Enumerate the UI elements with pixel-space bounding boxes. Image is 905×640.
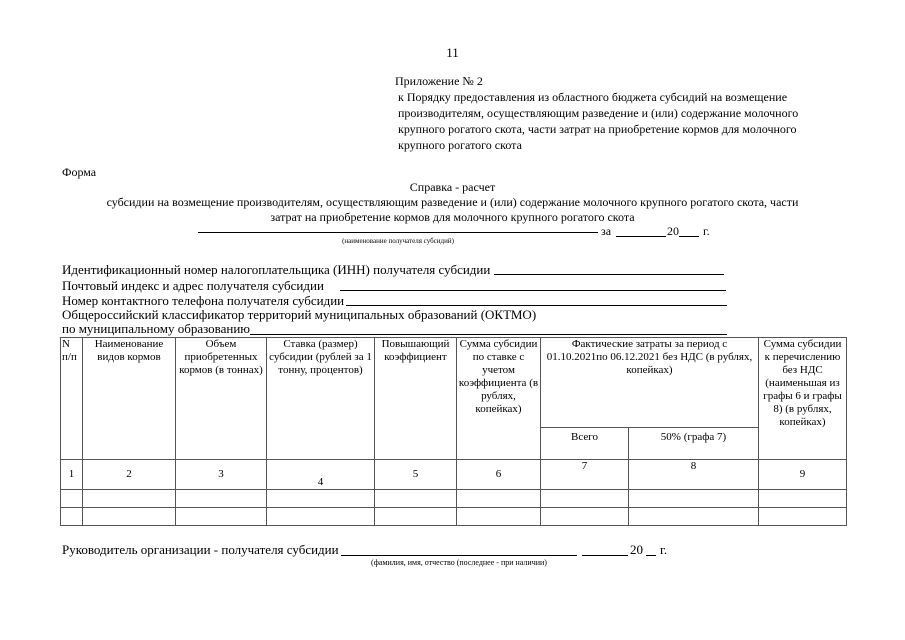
- header-subsidy-amount: Сумма субсидии по ставке с учетом коэффициента (в рублях, копейках): [457, 338, 541, 460]
- col-number-3: 3: [176, 460, 267, 490]
- table-cell[interactable]: [759, 490, 847, 508]
- title-line-3: затрат на приобретение кормов для молочного крупного рогатого скота: [270, 210, 635, 224]
- period-label: за: [601, 224, 612, 238]
- year-blank[interactable]: [679, 236, 699, 237]
- page-number: 11: [446, 45, 459, 60]
- phone-label: Номер контактного телефона получателя субсидии: [62, 293, 345, 308]
- table-cell[interactable]: [629, 508, 759, 526]
- col-number-2: 2: [83, 460, 176, 490]
- table-row: [61, 508, 847, 526]
- table-cell[interactable]: [61, 490, 83, 508]
- table-cell[interactable]: [176, 508, 267, 526]
- appendix-title: Приложение № 2: [395, 74, 483, 88]
- year-suffix: г.: [703, 224, 710, 238]
- year-prefix: 20: [667, 224, 679, 238]
- col-number-1: 1: [61, 460, 83, 490]
- table-row: [61, 490, 847, 508]
- col-number-6: 6: [457, 460, 541, 490]
- table-cell[interactable]: [176, 490, 267, 508]
- table-cell[interactable]: [541, 490, 629, 508]
- inn-blank[interactable]: [494, 274, 724, 275]
- header-feed-name: Наименование видов кормов: [83, 338, 176, 460]
- signature-year-prefix: 20: [630, 542, 643, 557]
- table-cell[interactable]: [83, 508, 176, 526]
- col-number-8: 8: [629, 460, 759, 490]
- title-line-1: Справка - расчет: [409, 180, 496, 194]
- signature-year-suffix: г.: [660, 542, 668, 557]
- table-cell[interactable]: [457, 508, 541, 526]
- table-cell[interactable]: [457, 490, 541, 508]
- signature-year-blank[interactable]: [646, 555, 656, 556]
- signature-caption: (фамилия, имя, отчество (последнее - при наличии): [371, 558, 547, 567]
- address-blank[interactable]: [340, 290, 726, 291]
- header-subsidy-transfer: Сумма субсидии к перечислению без НДС (наименьшая из графы 6 и графы 8) (в рублях, копейках): [759, 338, 847, 460]
- header-subsidy-rate: Ставка (размер) субсидии (рублей за 1 тонну, процентов): [267, 338, 375, 460]
- table-cell[interactable]: [267, 490, 375, 508]
- header-costs-half: 50% (графа 7): [629, 428, 759, 460]
- signature-name-blank[interactable]: [341, 555, 577, 556]
- table-cell[interactable]: [629, 490, 759, 508]
- calculation-table: [60, 337, 847, 526]
- table-cell[interactable]: [759, 508, 847, 526]
- appendix-block: [395, 73, 838, 153]
- table-cell[interactable]: [83, 490, 176, 508]
- period-blank[interactable]: [616, 236, 666, 237]
- table-cell[interactable]: [541, 508, 629, 526]
- table-cell[interactable]: [375, 508, 457, 526]
- col-number-4: 4: [267, 460, 375, 490]
- header-feed-volume: Объем приобретенных кормов (в тоннах): [176, 338, 267, 460]
- signature-label: Руководитель организации - получателя субсидии: [62, 542, 339, 557]
- col-number-7: 7: [541, 460, 629, 490]
- inn-label: Идентификационный номер налогоплательщика (ИНН) получателя субсидии: [62, 262, 491, 277]
- header-row-number: N п/п: [61, 338, 83, 460]
- col-number-5: 5: [375, 460, 457, 490]
- table-cell[interactable]: [61, 508, 83, 526]
- appendix-text: к Порядку предоставления из областного бюджета субсидий на возмещение производителям, осуществляющим разведение и (или) содержание молочного крупного рогатого скота, части затрат на приобретение кормов для молочного крупного рогатого скота: [398, 90, 799, 152]
- oktmo-blank[interactable]: [250, 334, 727, 335]
- col-number-9: 9: [759, 460, 847, 490]
- phone-blank[interactable]: [346, 305, 727, 306]
- table-cell[interactable]: [375, 490, 457, 508]
- recipient-name-blank[interactable]: [198, 232, 598, 233]
- header-costs-total: Всего: [541, 428, 629, 460]
- signature-blank[interactable]: [582, 555, 628, 556]
- document-title: [0, 180, 905, 225]
- table-cell[interactable]: [267, 508, 375, 526]
- oktmo-municipal-label: по муниципальному образованию: [62, 321, 251, 336]
- form-label: Форма: [62, 165, 97, 179]
- title-line-2: субсидии на возмещение производителям, осуществляющим разведение и (или) содержание молочного крупного рогатого скота, части: [106, 195, 799, 209]
- oktmo-label: Общероссийский классификатор территорий муниципальных образований (ОКТМО): [62, 307, 537, 322]
- header-coefficient: Повышающий коэффициент: [375, 338, 457, 460]
- header-actual-costs: Фактические затраты за период с 01.10.2021по 06.12.2021 без НДС (в рублях, копейках): [541, 338, 759, 428]
- address-label: Почтовый индекс и адрес получателя субсидии: [62, 278, 324, 293]
- recipient-caption: (наименование получателя субсидий): [342, 237, 454, 245]
